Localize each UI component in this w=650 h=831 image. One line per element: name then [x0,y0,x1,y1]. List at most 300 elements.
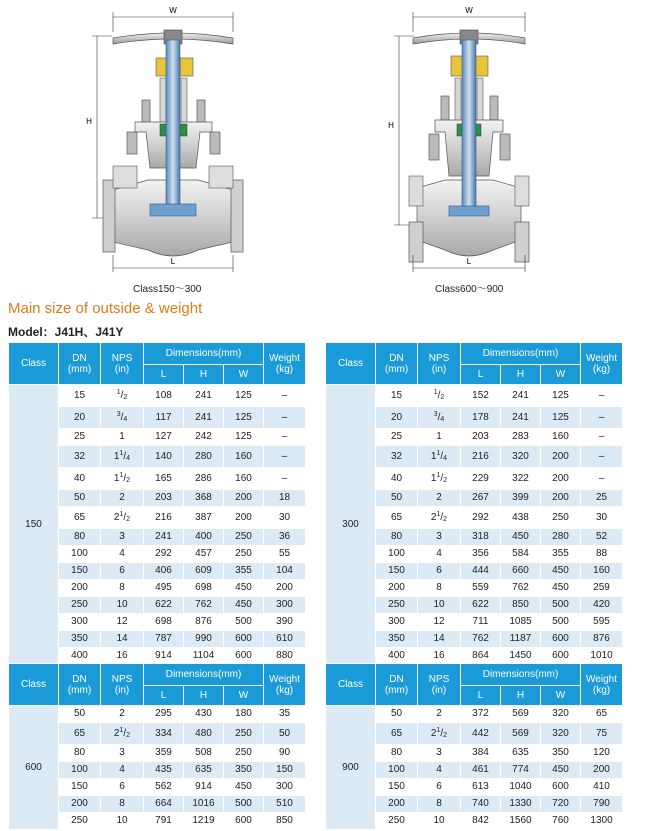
nps-cell: 1 [101,429,144,446]
nps-cell: $1^1/_4$ [418,446,461,468]
header-nps: NPS (in) [101,664,144,706]
spec-table-class-600 [8,663,306,830]
l-cell: 384 [461,745,501,762]
h-cell: 430 [184,706,224,723]
header-dn: DN (mm) [376,664,418,706]
h-cell: 850 [501,597,541,614]
nps-cell: 3 [101,745,144,762]
nps-cell: 8 [101,580,144,597]
weight-cell: 300 [264,779,306,796]
header-class: Class [326,664,376,706]
nps-cell: $^3/_4$ [101,407,144,429]
weight-cell: 150 [264,762,306,779]
weight-cell: 595 [581,614,623,631]
section-title: Main size of outside & weight [8,300,203,317]
h-cell: 635 [184,762,224,779]
w-cell: 450 [224,779,264,796]
nps-cell: 3 [101,529,144,546]
nps-cell: $2^1/_2$ [418,723,461,745]
l-cell: 372 [461,706,501,723]
l-cell: 559 [461,580,501,597]
w-cell: 720 [541,796,581,813]
h-cell: 286 [184,468,224,490]
dn-cell: 400 [376,648,418,665]
weight-cell: 35 [264,706,306,723]
w-cell: 250 [224,546,264,563]
drawing-caption-class150-300: Class150～300 [133,284,202,295]
nps-cell: 8 [418,796,461,813]
weight-cell: – [581,385,623,407]
header-w: W [224,365,264,385]
weight-cell: 420 [581,597,623,614]
nps-cell: 6 [101,563,144,580]
dn-cell: 150 [59,563,101,580]
header-weight: Weight (kg) [581,664,623,706]
l-cell: 178 [461,407,501,429]
l-cell: 295 [144,706,184,723]
weight-cell: 880 [264,648,306,665]
h-cell: 1085 [501,614,541,631]
w-cell: 200 [541,446,581,468]
nps-cell: 8 [418,580,461,597]
header-w: W [541,686,581,706]
weight-cell: 610 [264,631,306,648]
nps-cell: 4 [101,762,144,779]
header-class: Class [326,343,376,385]
nps-cell: 2 [418,706,461,723]
l-cell: 165 [144,468,184,490]
w-cell: 125 [224,429,264,446]
l-cell: 435 [144,762,184,779]
dn-cell: 65 [376,723,418,745]
w-cell: 600 [224,648,264,665]
nps-cell: 3 [418,745,461,762]
header-l: L [144,365,184,385]
l-cell: 613 [461,779,501,796]
h-cell: 322 [501,468,541,490]
dn-cell: 50 [59,490,101,507]
class-cell: 150 [9,385,59,665]
header-nps: NPS (in) [101,343,144,385]
weight-cell: – [264,446,306,468]
nps-cell: 14 [101,631,144,648]
header-l: L [461,365,501,385]
header-dn: DN (mm) [376,343,418,385]
nps-cell: $2^1/_2$ [101,507,144,529]
l-cell: 444 [461,563,501,580]
w-cell: 600 [541,779,581,796]
table-row [326,385,623,407]
w-cell: 125 [541,385,581,407]
model-label: Model：J41H、J41Y [8,325,124,339]
w-cell: 250 [224,745,264,762]
weight-cell: 50 [264,723,306,745]
nps-cell: 10 [101,813,144,830]
w-cell: 160 [224,468,264,490]
nps-cell: 2 [101,706,144,723]
dn-cell: 40 [376,468,418,490]
nps-cell: 6 [418,563,461,580]
h-cell: 762 [184,597,224,614]
l-cell: 495 [144,580,184,597]
w-cell: 450 [224,597,264,614]
h-cell: 1187 [501,631,541,648]
h-cell: 609 [184,563,224,580]
l-cell: 292 [461,507,501,529]
header-h: H [184,365,224,385]
weight-cell: 90 [264,745,306,762]
nps-cell: 6 [101,779,144,796]
w-cell: 200 [224,507,264,529]
header-dimensions: Dimensions(mm) [461,343,581,365]
dn-cell: 65 [59,723,101,745]
h-cell: 1560 [501,813,541,830]
l-cell: 842 [461,813,501,830]
dn-cell: 50 [376,490,418,507]
nps-cell: 4 [101,546,144,563]
w-cell: 450 [541,580,581,597]
w-cell: 600 [224,631,264,648]
l-cell: 698 [144,614,184,631]
l-cell: 267 [461,490,501,507]
l-cell: 461 [461,762,501,779]
dn-cell: 65 [376,507,418,529]
table-row [9,385,306,407]
weight-cell: 88 [581,546,623,563]
weight-cell: 200 [581,762,623,779]
class-cell: 900 [326,706,376,830]
nps-cell: 4 [418,762,461,779]
weight-cell: – [264,407,306,429]
w-cell: 200 [224,490,264,507]
w-cell: 500 [541,614,581,631]
dn-cell: 350 [376,631,418,648]
w-cell: 250 [541,507,581,529]
h-cell: 762 [501,580,541,597]
valve-drawing-class150-300 [0,0,325,296]
l-cell: 791 [144,813,184,830]
class-cell: 600 [9,706,59,830]
header-class: Class [9,664,59,706]
h-cell: 241 [184,385,224,407]
h-cell: 774 [501,762,541,779]
dn-cell: 150 [376,779,418,796]
l-cell: 152 [461,385,501,407]
h-cell: 660 [501,563,541,580]
weight-cell: 410 [581,779,623,796]
nps-cell: 16 [101,648,144,665]
l-cell: 127 [144,429,184,446]
h-cell: 914 [184,779,224,796]
weight-cell: – [264,429,306,446]
nps-cell: 16 [418,648,461,665]
weight-cell: 510 [264,796,306,813]
h-cell: 1016 [184,796,224,813]
dn-cell: 80 [376,529,418,546]
weight-cell: 120 [581,745,623,762]
l-cell: 914 [144,648,184,665]
h-cell: 635 [501,745,541,762]
nps-cell: 2 [418,490,461,507]
w-cell: 250 [224,529,264,546]
nps-cell: $1^1/_2$ [418,468,461,490]
w-cell: 450 [541,563,581,580]
h-cell: 508 [184,745,224,762]
header-dimensions: Dimensions(mm) [144,343,264,365]
dn-cell: 250 [59,813,101,830]
l-cell: 229 [461,468,501,490]
l-cell: 664 [144,796,184,813]
w-cell: 200 [541,468,581,490]
h-cell: 1104 [184,648,224,665]
weight-cell: 104 [264,563,306,580]
dn-cell: 150 [376,563,418,580]
l-cell: 203 [144,490,184,507]
dn-cell: 200 [376,580,418,597]
w-cell: 500 [224,796,264,813]
nps-cell: 12 [418,614,461,631]
l-cell: 359 [144,745,184,762]
nps-cell: $1^1/_4$ [101,446,144,468]
dn-cell: 300 [376,614,418,631]
dn-cell: 200 [59,580,101,597]
header-l: L [461,686,501,706]
l-cell: 356 [461,546,501,563]
dim-h-label: H [86,117,92,126]
spec-table-class-150 [8,342,306,665]
header-nps: NPS (in) [418,664,461,706]
h-cell: 480 [184,723,224,745]
weight-cell: 390 [264,614,306,631]
weight-cell: 300 [264,597,306,614]
nps-cell: 8 [101,796,144,813]
dn-cell: 80 [376,745,418,762]
weight-cell: 65 [581,706,623,723]
weight-cell: 850 [264,813,306,830]
weight-cell: 25 [581,490,623,507]
header-l: L [144,686,184,706]
w-cell: 600 [541,648,581,665]
weight-cell: – [581,468,623,490]
w-cell: 450 [541,762,581,779]
h-cell: 241 [501,407,541,429]
h-cell: 242 [184,429,224,446]
h-cell: 241 [501,385,541,407]
dim-l-label: L [170,257,176,266]
w-cell: 125 [541,407,581,429]
l-cell: 334 [144,723,184,745]
dn-cell: 200 [59,796,101,813]
spec-table-class-300 [325,342,623,665]
table-row [9,706,306,723]
nps-cell: $1^1/_2$ [101,468,144,490]
w-cell: 250 [224,723,264,745]
header-weight: Weight (kg) [264,664,306,706]
l-cell: 622 [144,597,184,614]
h-cell: 457 [184,546,224,563]
h-cell: 1330 [501,796,541,813]
w-cell: 500 [541,597,581,614]
w-cell: 600 [541,631,581,648]
w-cell: 355 [541,546,581,563]
dn-cell: 20 [59,407,101,429]
w-cell: 200 [541,490,581,507]
w-cell: 355 [224,563,264,580]
nps-cell: 2 [101,490,144,507]
dim-w-label: W [169,6,177,15]
weight-cell: – [581,446,623,468]
w-cell: 160 [541,429,581,446]
dn-cell: 100 [376,546,418,563]
h-cell: 280 [184,446,224,468]
dn-cell: 400 [59,648,101,665]
nps-cell: $^3/_4$ [418,407,461,429]
dn-cell: 50 [376,706,418,723]
weight-cell: 18 [264,490,306,507]
nps-cell: 10 [418,597,461,614]
header-dn: DN (mm) [59,343,101,385]
dn-cell: 80 [59,745,101,762]
dn-cell: 25 [376,429,418,446]
header-h: H [184,686,224,706]
weight-cell: – [264,385,306,407]
weight-cell: 200 [264,580,306,597]
h-cell: 399 [501,490,541,507]
header-class: Class [9,343,59,385]
l-cell: 318 [461,529,501,546]
weight-cell: 75 [581,723,623,745]
header-h: H [501,686,541,706]
dn-cell: 250 [376,813,418,830]
l-cell: 216 [144,507,184,529]
header-weight: Weight (kg) [581,343,623,385]
nps-cell: 10 [101,597,144,614]
weight-cell: 1010 [581,648,623,665]
l-cell: 762 [461,631,501,648]
class-cell: 300 [326,385,376,665]
l-cell: 140 [144,446,184,468]
weight-cell: 55 [264,546,306,563]
w-cell: 350 [541,745,581,762]
spec-table-class-900 [325,663,623,830]
nps-cell: $2^1/_2$ [418,507,461,529]
weight-cell: 160 [581,563,623,580]
dim-l-label-2: L [466,257,472,266]
nps-cell: $2^1/_2$ [101,723,144,745]
dn-cell: 32 [376,446,418,468]
h-cell: 1450 [501,648,541,665]
weight-cell: 30 [264,507,306,529]
dn-cell: 250 [376,597,418,614]
h-cell: 876 [184,614,224,631]
weight-cell: 259 [581,580,623,597]
w-cell: 450 [224,580,264,597]
weight-cell: 790 [581,796,623,813]
dn-cell: 100 [376,762,418,779]
l-cell: 711 [461,614,501,631]
nps-cell: 4 [418,546,461,563]
l-cell: 562 [144,779,184,796]
h-cell: 320 [501,446,541,468]
l-cell: 864 [461,648,501,665]
h-cell: 438 [501,507,541,529]
drawing-caption-class600-900: Class600～900 [435,284,504,295]
l-cell: 406 [144,563,184,580]
h-cell: 387 [184,507,224,529]
header-dimensions: Dimensions(mm) [461,664,581,686]
h-cell: 400 [184,529,224,546]
weight-cell: – [581,407,623,429]
w-cell: 500 [224,614,264,631]
w-cell: 350 [224,762,264,779]
header-dimensions: Dimensions(mm) [144,664,264,686]
weight-cell: – [581,429,623,446]
w-cell: 320 [541,723,581,745]
weight-cell: – [264,468,306,490]
header-nps: NPS (in) [418,343,461,385]
valve-drawing-class600-900 [325,0,650,296]
dim-w-label-2: W [465,6,473,15]
h-cell: 1219 [184,813,224,830]
weight-cell: 36 [264,529,306,546]
h-cell: 450 [501,529,541,546]
h-cell: 283 [501,429,541,446]
weight-cell: 52 [581,529,623,546]
l-cell: 117 [144,407,184,429]
l-cell: 622 [461,597,501,614]
nps-cell: 6 [418,779,461,796]
nps-cell: 14 [418,631,461,648]
dn-cell: 32 [59,446,101,468]
weight-cell: 876 [581,631,623,648]
table-row [326,706,623,723]
w-cell: 180 [224,706,264,723]
l-cell: 292 [144,546,184,563]
nps-cell: 3 [418,529,461,546]
dn-cell: 80 [59,529,101,546]
l-cell: 787 [144,631,184,648]
weight-cell: 1300 [581,813,623,830]
l-cell: 241 [144,529,184,546]
nps-cell: 1 [418,429,461,446]
nps-cell: 12 [101,614,144,631]
header-dn: DN (mm) [59,664,101,706]
l-cell: 203 [461,429,501,446]
h-cell: 569 [501,706,541,723]
dim-h-label-2: H [388,121,394,130]
h-cell: 241 [184,407,224,429]
w-cell: 760 [541,813,581,830]
dn-cell: 350 [59,631,101,648]
h-cell: 990 [184,631,224,648]
dn-cell: 15 [376,385,418,407]
dn-cell: 65 [59,507,101,529]
dn-cell: 100 [59,762,101,779]
nps-cell: $^1/_2$ [101,385,144,407]
header-w: W [541,365,581,385]
header-h: H [501,365,541,385]
weight-cell: 30 [581,507,623,529]
l-cell: 216 [461,446,501,468]
dn-cell: 200 [376,796,418,813]
dn-cell: 300 [59,614,101,631]
w-cell: 280 [541,529,581,546]
dn-cell: 50 [59,706,101,723]
h-cell: 368 [184,490,224,507]
header-w: W [224,686,264,706]
h-cell: 698 [184,580,224,597]
header-weight: Weight (kg) [264,343,306,385]
